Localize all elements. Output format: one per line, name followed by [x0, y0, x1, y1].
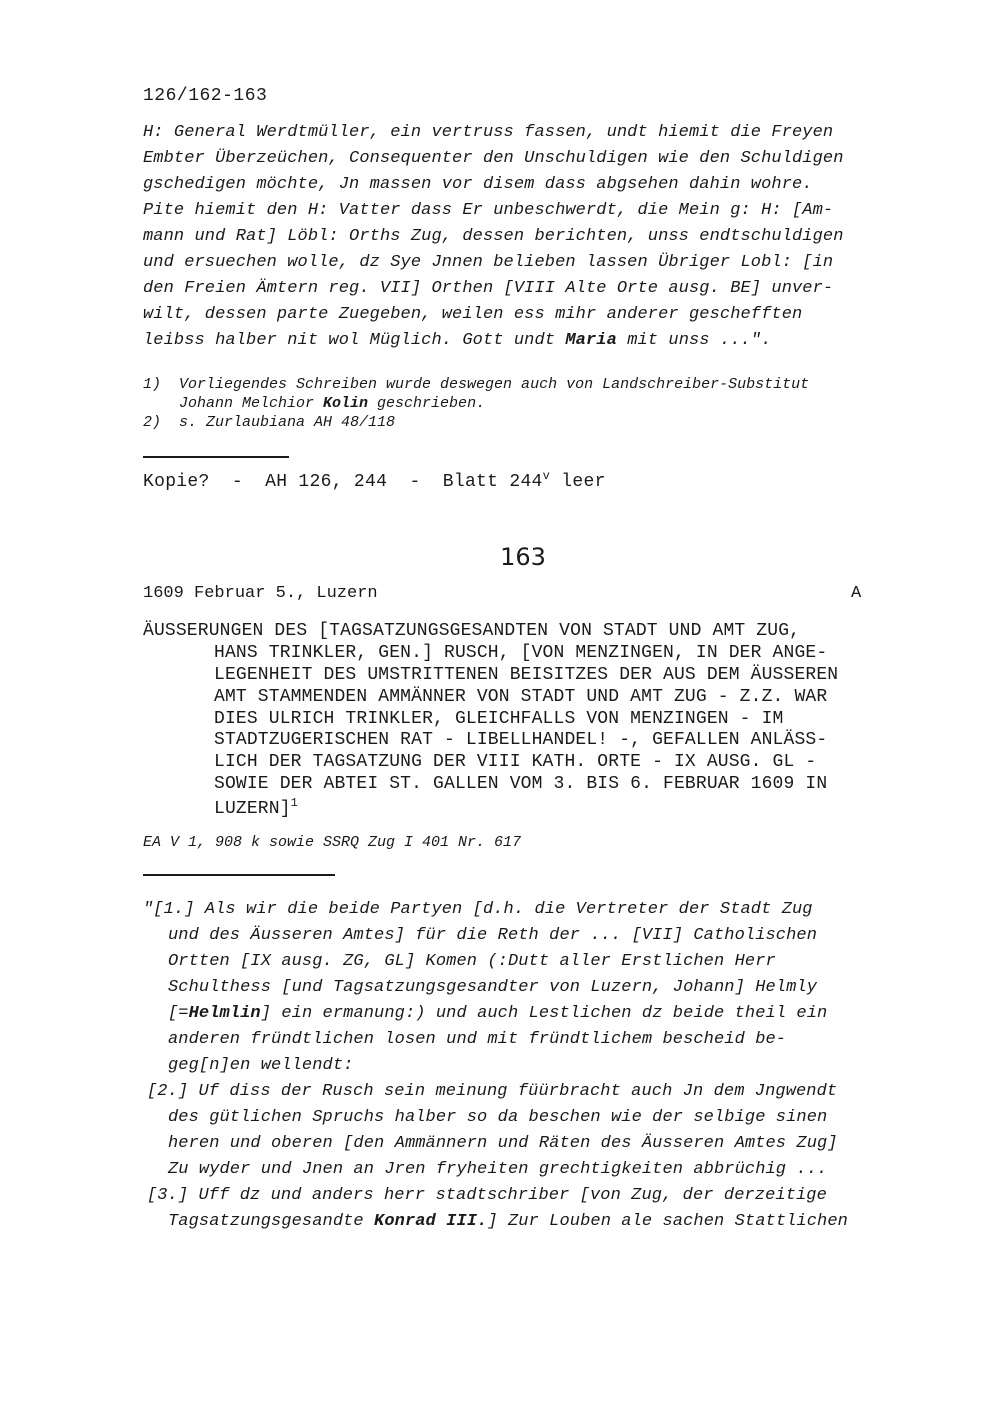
heading-line: SOWIE DER ABTEI ST. GALLEN VOM 3. BIS 6. FEBRUAR 1609 IN [214, 774, 828, 794]
heading-line: ÄUSSERUNGEN DES [TAGSATZUNGSGESANDTEN VON STADT UND AMT ZUG, [143, 621, 801, 641]
text-line: und ersuechen wolle, dz Sye Jnnen belieben lassen Übriger Lobl: [in [143, 253, 834, 272]
text-line: Zu wyder und Jnen an Jren fryheiten grechtigkeiten abbrüchig ... [168, 1160, 828, 1179]
heading-line [214, 796, 298, 819]
text-line: den Freien Ämtern reg. VII] Orthen [VIII Alte Orte ausg. BE] unver- [143, 279, 834, 298]
bold-name: Kolin [323, 395, 369, 412]
bold-name: Maria [565, 331, 617, 350]
footnote-1-continued [143, 395, 485, 412]
footnote-marker: 1 [290, 796, 299, 810]
heading-line: STADTZUGERISCHEN RAT - LIBELLHANDEL! -, GEFALLEN ANLÄSS- [214, 730, 828, 750]
copy-note [143, 469, 606, 492]
text-segment: ] Zur Louben ale sachen Stattlichen [487, 1212, 848, 1231]
text-line: [3.] Uff dz und anders herr stadtschriber [von Zug, der derzeitige [147, 1186, 827, 1205]
heading-line: LICH DER TAGSATZUNG DER VIII KATH. ORTE - IX AUSG. GL - [214, 752, 817, 772]
document-letter: A [851, 584, 862, 603]
bold-name: Helmlin [188, 1004, 261, 1023]
text-line: Ortten [IX ausg. ZG, GL] Komen (:Dutt aller Erstlichen Herr [168, 952, 776, 971]
text-line: Pite hiemit den H: Vatter dass Er unbeschwerdt, die Mein g: H: [Am- [143, 201, 834, 220]
heading-line: HANS TRINKLER, GEN.] RUSCH, [VON MENZINGEN, IN DER ANGE- [214, 643, 828, 663]
text-line: anderen fründtlichen losen und mit fründtlichem bescheid be- [168, 1030, 787, 1049]
text-line: gschedigen möchte, Jn massen vor disem dass abgsehen dahin wohre. [143, 175, 813, 194]
text-segment: geschrieben. [368, 395, 486, 412]
source-reference: EA V 1, 908 k sowie SSRQ Zug I 401 Nr. 617 [143, 834, 522, 851]
text-line [168, 1004, 827, 1023]
text-line: mann und Rat] Löbl: Orths Zug, dessen berichten, unss endtschuldigen [143, 227, 844, 246]
document-number: 163 [500, 543, 546, 571]
text-line: und des Äusseren Amtes] für die Reth der ... [VII] Catholischen [168, 926, 818, 945]
text-line: des gütlichen Spruchs halber so da beschen wie der selbige sinen [168, 1108, 828, 1127]
text-segment: mit unss ...". [616, 331, 772, 350]
text-line: heren und oberen [den Ammännern und Räten des Äusseren Amtes Zug] [168, 1134, 838, 1153]
text-segment: [= [168, 1004, 189, 1023]
footnote-1: 1) Vorliegendes Schreiben wurde deswegen auch von Landschreiber-Substitut [143, 376, 810, 393]
text-line: [2.] Uf diss der Rusch sein meinung füürbracht auch Jn dem Jngwendt [147, 1082, 838, 1101]
footnote-2: 2) s. Zurlaubiana AH 48/118 [143, 414, 396, 431]
text-line [143, 331, 771, 350]
text-segment: LUZERN] [214, 799, 291, 819]
text-line: "[1.] Als wir die beide Partyen [d.h. die Vertreter der Stadt Zug [143, 900, 813, 919]
text-line: Embter Überzeüchen, Consequenter den Unschuldigen wie den Schuldigen [143, 149, 844, 168]
separator-rule [143, 456, 289, 458]
text-segment: ] ein ermanung:) und auch Lestlichen dz beide theil ein [260, 1004, 828, 1023]
superscript: v [542, 469, 551, 483]
text-line: wilt, dessen parte Zuegeben, weilen ess mihr anderer geschefften [143, 305, 803, 324]
text-line: Schulthess [und Tagsatzungsgesandter von Luzern, Johann] Helmly [168, 978, 818, 997]
text-segment: Tagsatzungsgesandte [168, 1212, 375, 1231]
date-place: 1609 Februar 5., Luzern [143, 584, 378, 603]
heading-line: LEGENHEIT DES UMSTRITTENEN BEISITZES DER AUS DEM ÄUSSEREN [214, 665, 839, 685]
text-segment: leibss halber nit wol Müglich. Gott undt [143, 331, 566, 350]
text-line: H: General Werdtmüller, ein vertruss fassen, undt hiemit die Freyen [143, 123, 834, 142]
text-segment: leer [550, 472, 606, 492]
text-line [168, 1212, 848, 1231]
text-segment: Kopie? - AH 126, 244 - Blatt 244 [143, 472, 543, 492]
heading-line: AMT STAMMENDEN AMMÄNNER VON STADT UND AMT ZUG - Z.Z. WAR [214, 687, 828, 707]
page-reference: 126/162-163 [143, 86, 268, 106]
text-segment: Johann Melchior [143, 395, 324, 412]
bold-name: Konrad III. [374, 1212, 488, 1231]
text-line: geg[n]en wellendt: [168, 1056, 354, 1075]
heading-line: DIES ULRICH TRINKLER, GLEICHFALLS VON MENZINGEN - IM [214, 709, 784, 729]
separator-rule [143, 874, 335, 876]
